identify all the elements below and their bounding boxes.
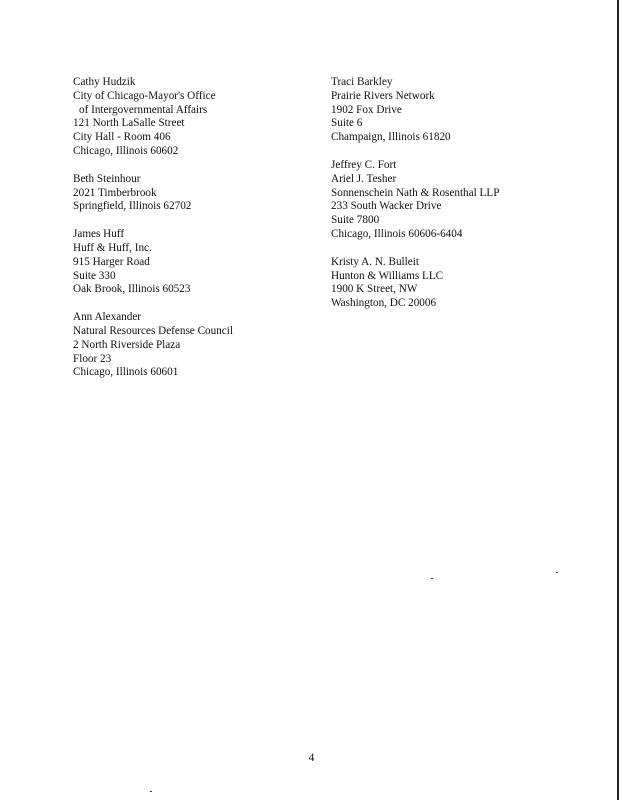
address-block	[331, 76, 591, 145]
address-line: Suite 6	[331, 117, 363, 130]
service-list-right-column	[331, 76, 591, 325]
address-line: Oak Brook, Illinois 60523	[73, 283, 191, 296]
address-line: Ann Alexander	[73, 311, 142, 324]
address-line: 233 South Wacker Drive	[331, 200, 442, 213]
address-line: 121 North LaSalle Street	[73, 117, 185, 130]
address-line: of Intergovernmental Affairs	[79, 103, 208, 116]
scan-speck	[556, 572, 558, 573]
address-line: Champaign, Illinois 61820	[331, 131, 451, 144]
address-line: Suite 330	[73, 269, 116, 282]
address-block	[331, 256, 591, 311]
address-line: 915 Harger Road	[73, 255, 150, 268]
address-line: City of Chicago-Mayor's Office	[73, 89, 216, 102]
address-line: Prairie Rivers Network	[331, 89, 435, 102]
address-line: 1900 K Street, NW	[331, 283, 418, 296]
address-line: Suite 7800	[331, 214, 380, 227]
scan-speck	[150, 791, 152, 792]
address-line: Jeffrey C. Fort	[331, 158, 397, 171]
scan-edge-line	[617, 0, 619, 800]
address-line: Chicago, Illinois 60602	[73, 144, 179, 157]
service-list-left-column	[73, 76, 303, 394]
address-block	[73, 228, 303, 297]
address-line: Chicago, Illinois 60601	[73, 366, 179, 379]
address-line: Ariel J. Tesher	[331, 172, 397, 185]
address-line: Natural Resources Defense Council	[73, 324, 233, 337]
scan-speck	[431, 578, 433, 579]
address-block	[73, 173, 303, 214]
address-line: Traci Barkley	[331, 76, 393, 88]
address-line: James Huff	[73, 228, 125, 241]
address-line: Sonnenschein Nath & Rosenthal LLP	[331, 186, 500, 199]
address-line: 1902 Fox Drive	[331, 103, 402, 116]
address-line: Washington, DC 20006	[331, 297, 437, 310]
address-line: Hunton & Williams LLC	[331, 269, 444, 282]
address-line: 2 North Riverside Plaza	[73, 338, 181, 351]
page-number: 4	[308, 752, 315, 764]
address-line: Kristy A. N. Bulleit	[331, 255, 419, 268]
address-block	[73, 76, 303, 159]
address-line: Cathy Hudzik	[73, 76, 136, 88]
address-line: City Hall - Room 406	[73, 131, 171, 144]
address-line: Chicago, Illinois 60606-6404	[331, 227, 463, 240]
address-line: 2021 Timberbrook	[73, 186, 157, 199]
address-line: Huff & Huff, Inc.	[73, 241, 152, 254]
address-line: Springfield, Illinois 62702	[73, 200, 192, 213]
address-block	[331, 159, 591, 242]
address-line: Beth Steinhour	[73, 172, 141, 185]
address-block	[73, 311, 303, 380]
address-line: Floor 23	[73, 352, 112, 365]
